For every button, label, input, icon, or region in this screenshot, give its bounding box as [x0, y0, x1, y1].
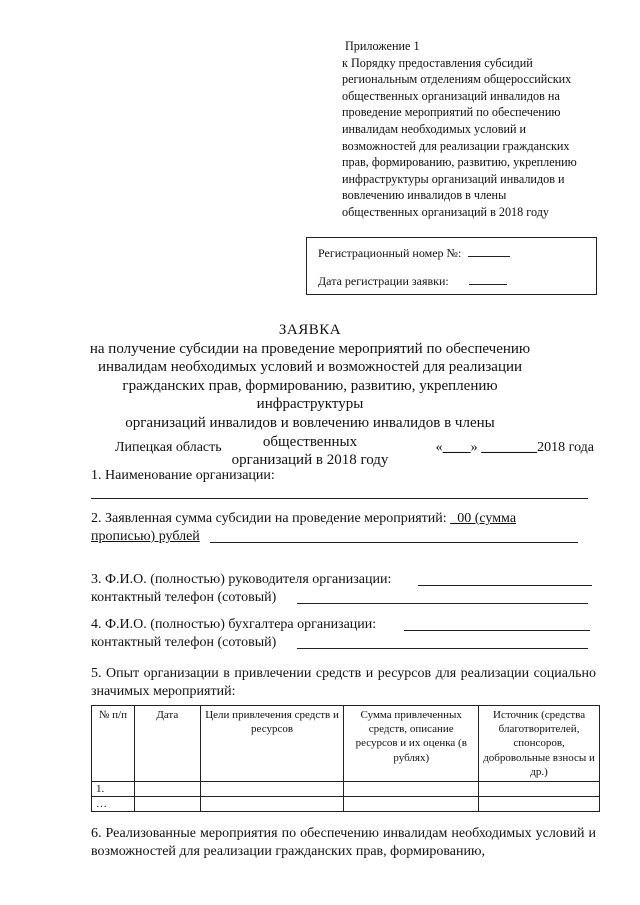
- table-header-row: [92, 706, 600, 782]
- appendix-line: к Порядку предоставления субсидий: [342, 55, 533, 70]
- registration-box: [306, 237, 597, 295]
- table-cell[interactable]: [479, 782, 600, 797]
- registration-date-row: [318, 273, 507, 289]
- table-cell[interactable]: 1.: [92, 782, 135, 797]
- table-cell[interactable]: [479, 797, 600, 812]
- date-open-quote: «: [435, 440, 443, 455]
- column-header: № п/п: [92, 706, 135, 782]
- head-name-field[interactable]: [418, 585, 592, 586]
- column-header: Цели привлечения средств и ресурсов: [200, 706, 344, 782]
- org-name-field[interactable]: [91, 498, 588, 499]
- appendix-line: Приложение 1: [345, 39, 420, 53]
- accountant-phone-label: контактный телефон (сотовый): [91, 635, 277, 650]
- appendix-line: прав, формированию, развитию, укреплению: [342, 155, 577, 170]
- table-row: [92, 797, 600, 812]
- table-row: [92, 782, 600, 797]
- column-header: Сумма привлеченных средств, описание ресурсов и их оценка (в рублях): [344, 706, 479, 782]
- region-name: Липецкая область: [115, 440, 222, 455]
- appendix-note: [342, 38, 622, 221]
- registration-date-label: Дата регистрации заявки:: [318, 274, 449, 288]
- table-cell[interactable]: [200, 797, 344, 812]
- head-name-label: 3. Ф.И.О. (полностью) руководителя организации:: [91, 572, 392, 587]
- appendix-line: инфраструктуры организаций инвалидов и: [342, 171, 565, 186]
- title-line: инвалидам необходимых условий и возможностей для реализации: [97, 359, 523, 376]
- appendix-line: возможностей для реализации гражданских: [342, 138, 570, 153]
- section-1-org-name-label: 1. Наименование организации:: [91, 468, 275, 483]
- appendix-line: инвалидам необходимых условий и: [342, 121, 527, 136]
- accountant-phone-field[interactable]: [297, 648, 588, 649]
- subsidy-amount-words: прописью) рублей: [91, 529, 200, 544]
- registration-number-field[interactable]: [468, 245, 510, 257]
- subsidy-amount-words-field[interactable]: [210, 542, 578, 543]
- section-5-experience: 5. Опыт организации в привлечении средств и ресурсов для реализации социально значимых мероприятий:: [91, 666, 596, 699]
- section-2-subsidy: [91, 510, 596, 528]
- column-header: Источник (средства благотворителей, спонсоров, добровольные взносы и др.): [479, 706, 600, 782]
- registration-date-field[interactable]: [469, 273, 507, 285]
- registration-number-label: Регистрационный номер №:: [318, 246, 462, 260]
- appendix-line: общественных организаций в 2018 году: [342, 204, 550, 219]
- date-month-field[interactable]: ________: [481, 440, 538, 455]
- title-line: гражданских прав, формированию, развитию, укреплению инфраструктуры: [122, 377, 498, 413]
- appendix-line: проведение мероприятий по обеспечению: [342, 105, 561, 120]
- table-cell[interactable]: [344, 797, 479, 812]
- column-header: Дата: [134, 706, 200, 782]
- table-cell[interactable]: [344, 782, 479, 797]
- registration-number-row: [318, 245, 510, 261]
- accountant-name-label: 4. Ф.И.О. (полностью) бухгалтера организации:: [91, 617, 377, 632]
- head-phone-label: контактный телефон (сотовый): [91, 590, 277, 605]
- subsidy-amount-label: 2. Заявленная сумма субсидии на проведение мероприятий:: [91, 511, 447, 526]
- table-cell[interactable]: [200, 782, 344, 797]
- table-cell[interactable]: [134, 782, 200, 797]
- date-year: 2018 года: [537, 440, 594, 455]
- accountant-name-field[interactable]: [404, 630, 590, 631]
- title-line: организаций в 2018 году: [231, 452, 389, 469]
- title-line: на получение субсидии на проведение мероприятий по обеспечению: [89, 340, 531, 357]
- application-date: [436, 440, 594, 456]
- appendix-line: вовлечению инвалидов в члены: [342, 188, 507, 203]
- title-heading: ЗАЯВКА: [278, 322, 342, 338]
- table-cell[interactable]: [134, 797, 200, 812]
- title-line: организаций инвалидов и вовлечению инвалидов в члены общественных: [125, 414, 495, 450]
- appendix-line: региональным отделениям общероссийских: [342, 72, 572, 87]
- subsidy-amount-value[interactable]: _00 (сумма: [450, 511, 517, 526]
- date-close-quote: »: [470, 440, 478, 455]
- appendix-line: общественных организаций инвалидов на: [342, 88, 560, 103]
- head-phone-field[interactable]: [297, 603, 588, 604]
- date-day-field[interactable]: ____: [442, 440, 471, 455]
- table-cell[interactable]: …: [92, 797, 135, 812]
- section-6-events: 6. Реализованные мероприятия по обеспечению инвалидам необходимых условий и возможностей для реализации гражданских прав, формированию,: [91, 826, 596, 859]
- experience-table: [91, 705, 600, 812]
